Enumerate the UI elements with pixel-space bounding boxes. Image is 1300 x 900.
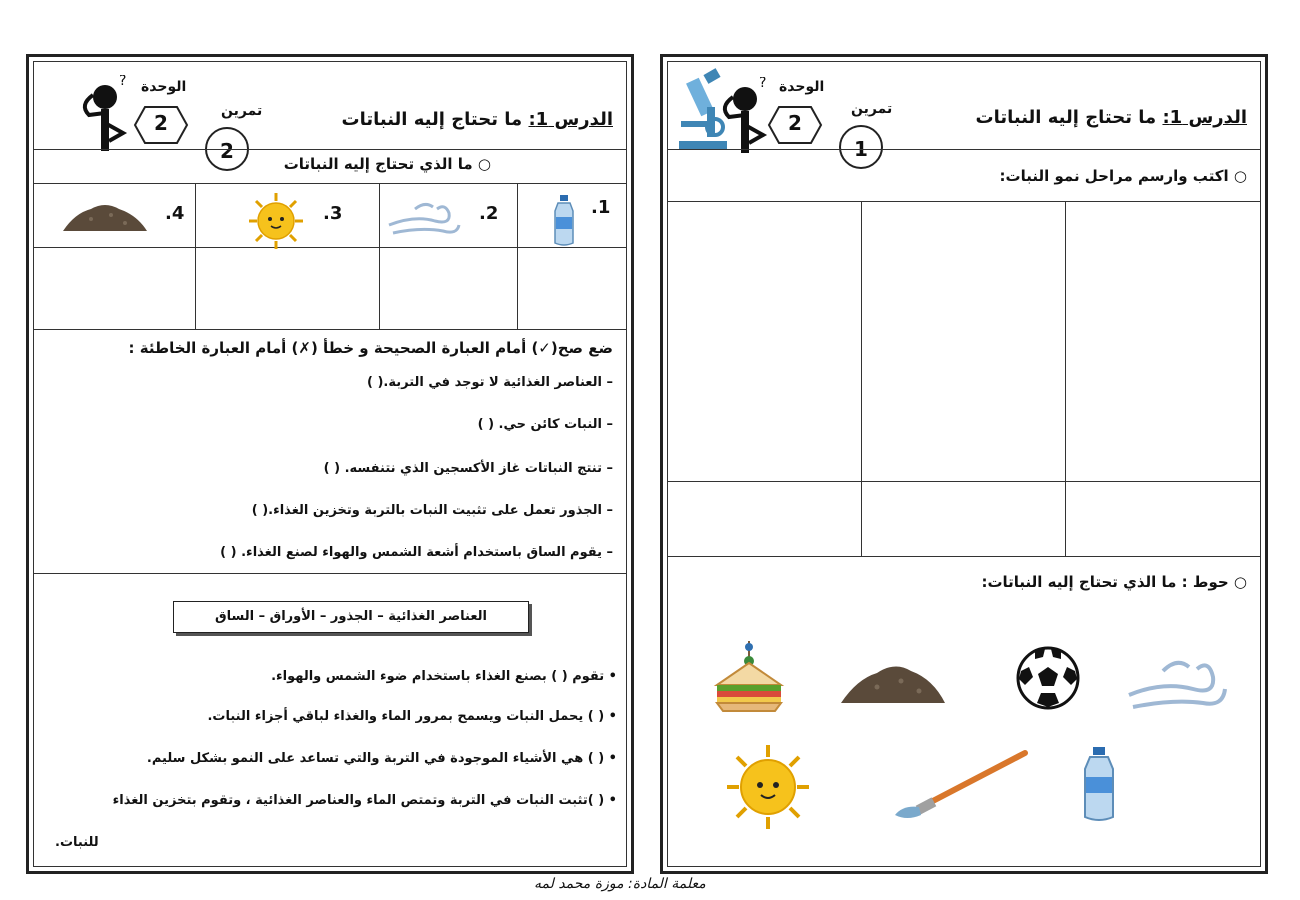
- air-icon[interactable]: [1123, 645, 1233, 729]
- divider: [33, 329, 627, 330]
- lesson-label: الدرس 1:: [528, 109, 613, 130]
- divider: [33, 149, 627, 150]
- fill-item: • ( ) يحمل النبات ويسمح بمرور الماء والغذاء لباقي أجزاء النبات.: [207, 709, 617, 724]
- lesson-title-text: ما تحتاج إليه النباتات: [975, 107, 1157, 128]
- lesson-title: [341, 109, 613, 130]
- table-col-divider: [379, 183, 380, 329]
- statement: – النبات كائن حي. ( ): [477, 417, 613, 432]
- thinking-person-icon: [79, 75, 139, 155]
- fill-item: • ( ) هي الأشياء الموجودة في التربة والتي تساعد على النمو بشكل سليم.: [146, 751, 617, 766]
- statement: – تنتج النباتات غاز الأكسجين الذي نتنفسه. ( ): [323, 461, 613, 476]
- fill-item: • ( )تثبت النبات في التربة وتمتص الماء والعناصر الغذائية ، وتقوم بتخزين الغذاء: [112, 793, 617, 808]
- lesson-title: [975, 107, 1247, 128]
- exercise-number: 2: [205, 127, 249, 171]
- unit-label: الوحدة: [141, 79, 187, 95]
- sun-icon: [245, 193, 307, 253]
- need-number: .3: [323, 203, 343, 224]
- sandwich-icon[interactable]: [711, 637, 787, 717]
- grid-col-divider: [1065, 201, 1066, 557]
- need-number: .2: [479, 203, 499, 224]
- air-icon: [385, 195, 465, 249]
- question-circle-needs: ○ حوط : ما الذي تحتاج إليه النباتات:: [981, 573, 1247, 591]
- grid-row-divider: [667, 481, 1261, 482]
- exercise-label: تمرين: [221, 103, 263, 119]
- paintbrush-icon[interactable]: [889, 749, 1029, 825]
- divider: [33, 183, 627, 184]
- word-bank: العناصر الغذائية – الجذور – الأوراق – الساق: [173, 601, 529, 633]
- unit-number: 2: [788, 111, 802, 135]
- fill-item-continuation: للنبات.: [55, 835, 99, 850]
- svg-text:?: ?: [119, 75, 127, 89]
- exercise-label: تمرين: [851, 101, 893, 117]
- soccer-ball-icon[interactable]: [1015, 645, 1081, 715]
- fill-item: • تقوم ( ) بصنع الغذاء باستخدام ضوء الشمس والهواء.: [271, 669, 617, 684]
- question-true-false: ضع صح(✓) أمام العبارة الصحيحة و خطأ (✗) أمام العبارة الخاطئة :: [128, 339, 613, 357]
- svg-text:?: ?: [759, 77, 767, 91]
- divider: [667, 149, 1261, 150]
- exercise-number: 1: [839, 125, 883, 169]
- water-bottle-icon[interactable]: [1079, 745, 1119, 827]
- statement: – يقوم الساق باستخدام أشعة الشمس والهواء لصنع الغذاء. ( ): [220, 545, 613, 560]
- teacher-name: معلمة المادة: موزة محمد لمه: [534, 876, 706, 892]
- sun-icon[interactable]: [723, 745, 813, 833]
- table-col-divider: [517, 183, 518, 329]
- question-growth-stages: ○ اكتب وارسم مراحل نمو النبات:: [999, 167, 1247, 185]
- statement: – الجذور تعمل على تثبيت النبات بالتربة وتخزين الغذاء.( ): [251, 503, 613, 518]
- unit-number-badge: [133, 105, 189, 145]
- growth-stages-grid: [667, 201, 1261, 557]
- water-bottle-icon: [551, 193, 577, 251]
- statement: – العناصر الغذائية لا توجد في التربة.( ): [367, 375, 613, 390]
- left-worksheet: [26, 54, 634, 874]
- unit-label: الوحدة: [779, 79, 825, 95]
- question-needs: ○ ما الذي تحتاج إليه النباتات: [283, 155, 491, 173]
- table-col-divider: [195, 183, 196, 329]
- soil-icon: [61, 199, 149, 237]
- unit-number: 2: [154, 111, 168, 135]
- lesson-label: الدرس 1:: [1162, 107, 1247, 128]
- soil-icon[interactable]: [839, 659, 947, 709]
- right-worksheet: [660, 54, 1268, 874]
- table-row-divider: [33, 247, 627, 248]
- divider: [33, 573, 627, 574]
- lesson-title-text: ما تحتاج إليه النباتات: [341, 109, 523, 130]
- need-number: .1: [591, 197, 611, 218]
- grid-col-divider: [861, 201, 862, 557]
- need-number: .4: [165, 203, 185, 224]
- unit-number-badge: [767, 105, 823, 145]
